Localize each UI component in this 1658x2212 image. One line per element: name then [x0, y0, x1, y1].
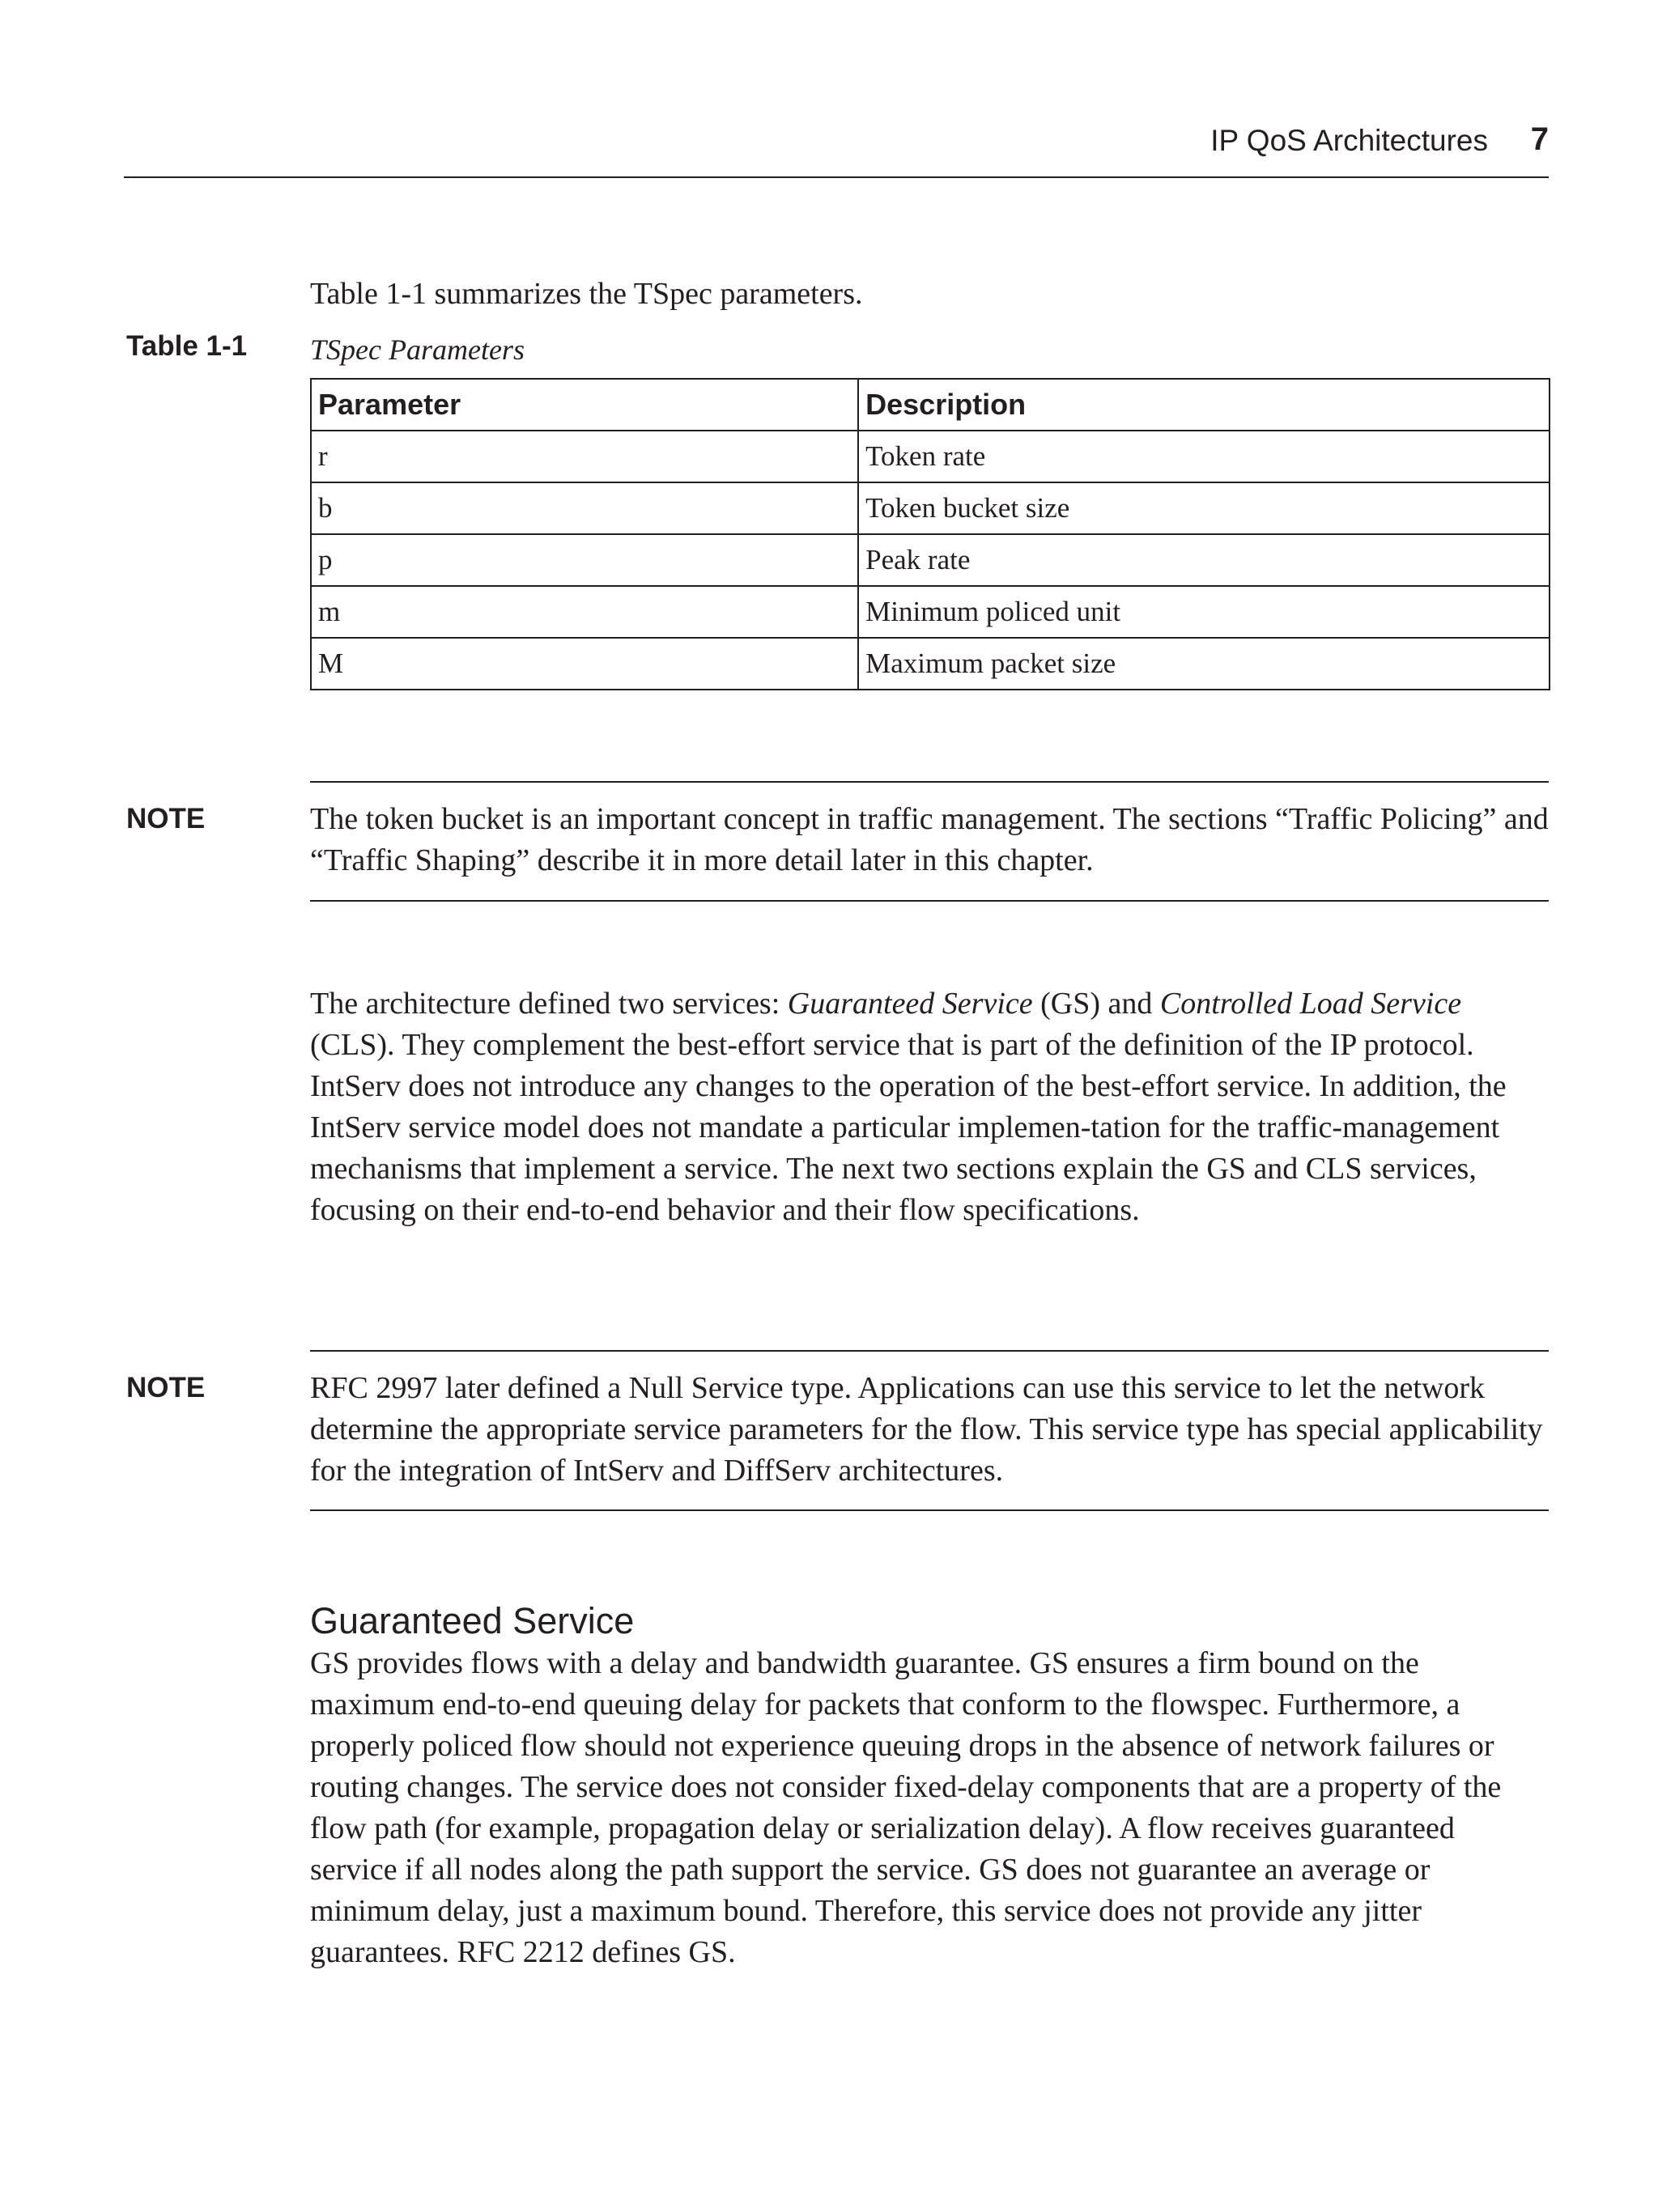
- note-text: The token bucket is an important concept in traffic management. The sections “Traffic Policing” and “Traffic Shaping” describe it in more detail later in this chapter.: [310, 802, 1549, 877]
- table-caption: TSpec Parameters: [310, 333, 525, 366]
- note-label: NOTE: [126, 803, 206, 834]
- description-cell: Peak rate: [858, 534, 1550, 586]
- services-text-part: (GS) and: [1032, 987, 1160, 1021]
- description-cell: Token bucket size: [858, 482, 1550, 534]
- table-row: [311, 431, 1550, 482]
- table-intro-paragraph: Table 1-1 summarizes the TSpec parameters.: [310, 277, 863, 311]
- table-label: Table 1-1: [126, 330, 248, 362]
- parameter-cell: b: [311, 482, 858, 534]
- column-header-description: Description: [858, 379, 1550, 431]
- note-box: [310, 1350, 1549, 1511]
- table-header-row: [311, 379, 1550, 431]
- services-text-part: (CLS). They complement the best-effort service that is part of the definition of the IP protocol. IntServ does not introduce any changes to the operation of the best-effort service. In addition, the IntServ service model does not mandate a particular implemen-tation for the traffic-management mechanisms that implement a service. The next two sections explain the GS and CLS services, focusing on their end-to-end behavior and their flow specifications.: [310, 1028, 1507, 1227]
- guaranteed-service-term: Guaranteed Service: [787, 987, 1033, 1021]
- parameter-cell: r: [311, 431, 858, 482]
- table-row: [311, 638, 1550, 690]
- description-cell: Minimum policed unit: [858, 586, 1550, 638]
- controlled-load-service-term: Controlled Load Service: [1159, 987, 1462, 1021]
- services-paragraph: [310, 983, 1549, 1231]
- note-text: RFC 2997 later defined a Null Service type. Applications can use this service to let the network determine the appropriate service parameters for the flow. This service type has special applicability for the integration of IntServ and DiffServ architectures.: [310, 1371, 1543, 1488]
- table-row: [311, 534, 1550, 586]
- section-paragraph: GS provides flows with a delay and bandwidth guarantee. GS ensures a firm bound on the maximum end-to-end queuing delay for packets that conform to the flowspec. Furthermore, a properly policed flow should not experience queuing drops in the absence of network failures or routing changes. The service does not consider fixed-delay components that are a property of the flow path (for example, propagation delay or serialization delay). A flow receives guaranteed service if all nodes along the path support the service. GS does not guarantee an average or minimum delay, just a maximum bound. Therefore, this service does not provide any jitter guarantees. RFC 2212 defines GS.: [310, 1646, 1502, 1969]
- description-cell: Maximum packet size: [858, 638, 1550, 690]
- note-box: [310, 781, 1549, 902]
- page-number: 7: [1530, 121, 1549, 157]
- description-cell: Token rate: [858, 431, 1550, 482]
- note-label: NOTE: [126, 1372, 206, 1403]
- running-header: [124, 120, 1549, 178]
- parameter-cell: m: [311, 586, 858, 638]
- parameter-cell: M: [311, 638, 858, 690]
- tspec-table: [310, 378, 1550, 690]
- table-row: [311, 586, 1550, 638]
- services-text-part: The architecture defined two services:: [310, 987, 788, 1021]
- parameter-cell: p: [311, 534, 858, 586]
- table-row: [311, 482, 1550, 534]
- header-title: IP QoS Architectures: [1210, 124, 1488, 157]
- column-header-parameter: Parameter: [311, 379, 858, 431]
- section-heading: Guaranteed Service: [310, 1600, 635, 1641]
